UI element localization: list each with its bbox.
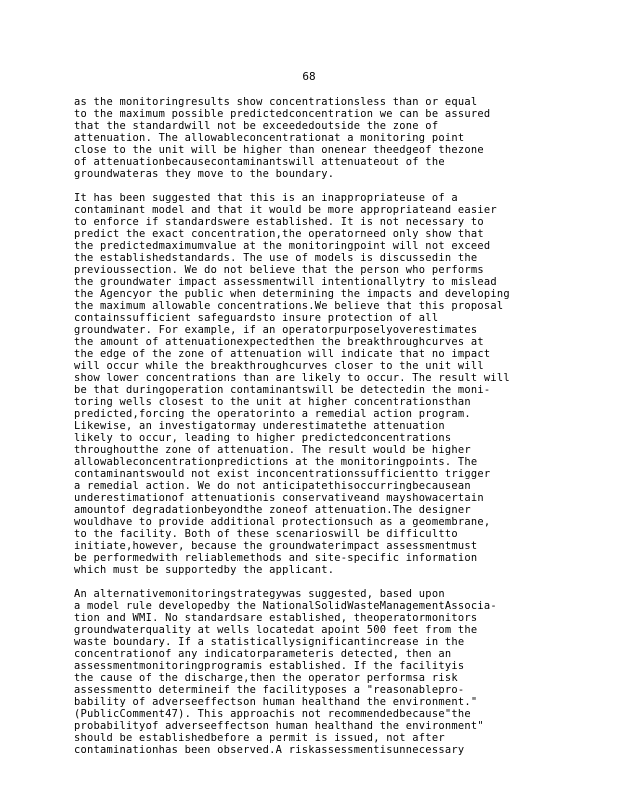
paragraph bbox=[74, 96, 574, 180]
text-line: concentrationof any indicatorparameteris detected, then an bbox=[74, 648, 452, 660]
text-line: to the facility. Both of these scenarioswill be difficultto bbox=[74, 528, 458, 540]
text-line: waste boundary. If a statisticallysignificantincrease in the bbox=[74, 636, 465, 648]
page-number: 68 bbox=[302, 70, 316, 83]
paragraph bbox=[74, 192, 574, 576]
text-line: to enforce if standardswere established. It is not necessary to bbox=[74, 216, 484, 228]
text-line: the predictedmaximumvalue at the monitoringpoint will not exceed bbox=[74, 240, 491, 252]
text-line: previoussection. We do not believe that the person who performs bbox=[74, 264, 484, 276]
text-line: be that duringoperation contaminantswill be detectedin the moni- bbox=[74, 384, 491, 396]
text-line: tion and WMI. No standardsare established, theoperatormonitors bbox=[74, 612, 478, 624]
text-line: probabilityof adverseeffectson human healthand the environment" bbox=[74, 720, 484, 732]
text-line: will occur while the breakthroughcurves closer to the unit will bbox=[74, 360, 484, 372]
text-line: the maximum allowable concentrations.We believe that this proposal bbox=[74, 300, 504, 312]
text-line: as the monitoringresults show concentrationsless than or equal bbox=[74, 96, 478, 108]
text-line: to the maximum possible predictedconcentration we can be assured bbox=[74, 108, 491, 120]
text-line: close to the unit will be higher than onenear theedgeof thezone bbox=[74, 144, 484, 156]
text-line: (PublicComment47). This approachis not recommendedbecause"the bbox=[74, 708, 471, 720]
text-line: throughoutthe zone of attenuation. The result would be higher bbox=[74, 444, 471, 456]
text-line: contaminantswould not exist inconcentrationssufficientto trigger bbox=[74, 468, 491, 480]
text-line: attenuation. The allowableconcentrationat a monitoring point bbox=[74, 132, 465, 144]
text-line: show lower concentrations than are likely to occur. The result will bbox=[74, 372, 510, 384]
paragraph bbox=[74, 588, 574, 756]
text-line: the edge of the zone of attenuation will indicate that no impact bbox=[74, 348, 491, 360]
text-line: which must be supportedby the applicant. bbox=[74, 564, 335, 576]
text-line: toring wells closest to the unit at higher concentrationsthan bbox=[74, 396, 471, 408]
text-line: underestimationof attenuationis conservativeand mayshowacertain bbox=[74, 492, 484, 504]
text-line: should be establishedbefore a permit is issued, not after bbox=[74, 732, 445, 744]
text-line: allowableconcentrationpredictions at the monitoringpoints. The bbox=[74, 456, 478, 468]
text-line: groundwaterquality at wells locatedat apoint 500 feet from the bbox=[74, 624, 478, 636]
text-line: It has been suggested that this is an inappropriateuse of a bbox=[74, 192, 458, 204]
text-line: assessmentmonitoringprogramis established. If the facilityis bbox=[74, 660, 465, 672]
text-line: contaminationhas been observed.A riskassessmentisunnecessary bbox=[74, 744, 465, 756]
text-line: An alternativemonitoringstrategywas suggested, based upon bbox=[74, 588, 445, 600]
text-line: likely to occur, leading to higher predictedconcentrations bbox=[74, 432, 452, 444]
text-line: containssufficient safeguardsto insure protection of all bbox=[74, 312, 439, 324]
text-line: initiate,however, because the groundwaterimpact assessmentmust bbox=[74, 540, 478, 552]
text-line: the cause of the discharge,then the operator performsa risk bbox=[74, 672, 458, 684]
text-line: wouldhave to provide additional protectionsuch as a geomembrane, bbox=[74, 516, 491, 528]
text-line: Likewise, an investigatormay underestimatethe attenuation bbox=[74, 420, 445, 432]
text-line: be performedwith reliablemethods and site-specific information bbox=[74, 552, 478, 564]
text-line: predicted,forcing the operatorinto a remedial action program. bbox=[74, 408, 471, 420]
text-line: the groundwater impact assessmentwill intentionallytry to mislead bbox=[74, 276, 497, 288]
text-line: groundwater. For example, if an operatorpurposelyoverestimates bbox=[74, 324, 478, 336]
text-line: a remedial action. We do not anticipatethisoccurringbecausean bbox=[74, 480, 471, 492]
text-line: the Agencyor the public when determining the impacts and developing bbox=[74, 288, 510, 300]
text-line: the establishedstandards. The use of models is discussedin the bbox=[74, 252, 478, 264]
text-line: the amount of attenuationexpectedthen the breakthroughcurves at bbox=[74, 336, 484, 348]
text-line: that the standardwill not be exceededoutside the zone of bbox=[74, 120, 439, 132]
text-line: amountof degradationbeyondthe zoneof attenuation.The designer bbox=[74, 504, 471, 516]
text-line: bability of adverseeffectson human healthand the environment." bbox=[74, 696, 478, 708]
body-text bbox=[74, 96, 574, 768]
text-line: assessmentto determineif the facilityposes a "reasonablepro- bbox=[74, 684, 465, 696]
text-line: a model rule developedby the NationalSolidWasteManagementAssocia- bbox=[74, 600, 497, 612]
text-line: contaminant model and that it would be more appropriateand easier bbox=[74, 204, 497, 216]
text-line: groundwateras they move to the boundary. bbox=[74, 168, 335, 180]
text-line: predict the exact concentration,the operatorneed only show that bbox=[74, 228, 484, 240]
text-line: of attenuationbecausecontaminantswill attenuateout of the bbox=[74, 156, 445, 168]
